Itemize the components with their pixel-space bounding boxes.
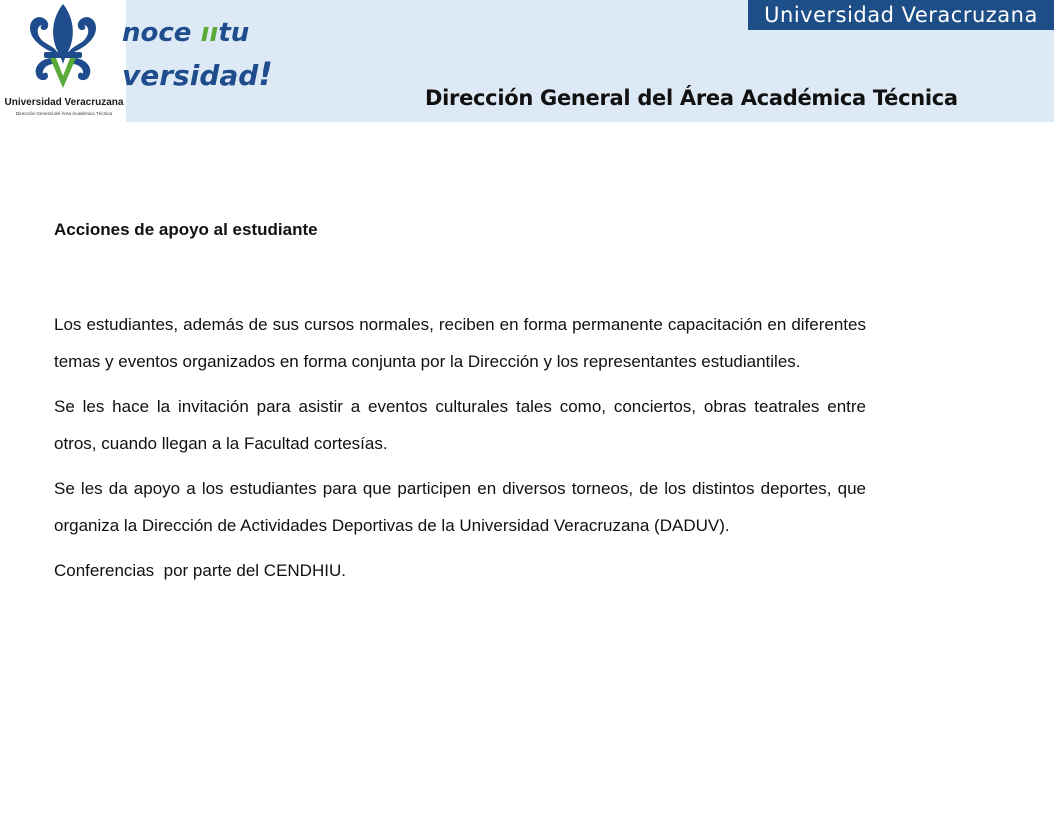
logo-block: [0, 0, 126, 122]
slogan-line-1-text: noce: [122, 18, 201, 48]
slogan-accent-icon: ıı: [200, 18, 219, 48]
paragraph: Los estudiantes, además de sus cursos normales, reciben en forma permanente capacitación en diferentes temas y eventos organizados en forma conjunta por la Dirección y los representantes estudiantiles.: [54, 315, 866, 371]
slogan-line-2: [122, 55, 273, 93]
paragraph: Conferencias por parte del CENDHIU.: [54, 561, 346, 580]
logo-university-name: Universidad Veracruzana: [4, 97, 124, 108]
page-header: [0, 0, 1054, 122]
slogan-exclamation: !: [258, 55, 273, 93]
university-banner: Universidad Veracruzana: [748, 0, 1054, 30]
logo-subtitle: Dirección General del Área Académica Técnica: [15, 111, 113, 116]
section-title: Acciones de apoyo al estudiante: [54, 220, 318, 239]
slogan-line-1: [122, 20, 249, 46]
main-content: [54, 220, 866, 597]
page-title: Dirección General del Área Académica Técnica: [425, 86, 958, 110]
slogan-line-2-text: versidad: [122, 59, 259, 92]
paragraph: Se les da apoyo a los estudiantes para que participen en diversos torneos, de los distintos deportes, que organiza la Dirección de Actividades Deportivas de la Universidad Veracruzana (DADUV).: [54, 479, 866, 535]
uv-flor-de-lis-logo-icon: [0, 0, 126, 100]
paragraph: Se les hace la invitación para asistir a eventos culturales tales como, conciertos, obras teatrales entre otros, cuando llegan a la Facultad cortesías.: [54, 397, 866, 453]
slogan-line-1-tu: tu: [218, 18, 250, 48]
